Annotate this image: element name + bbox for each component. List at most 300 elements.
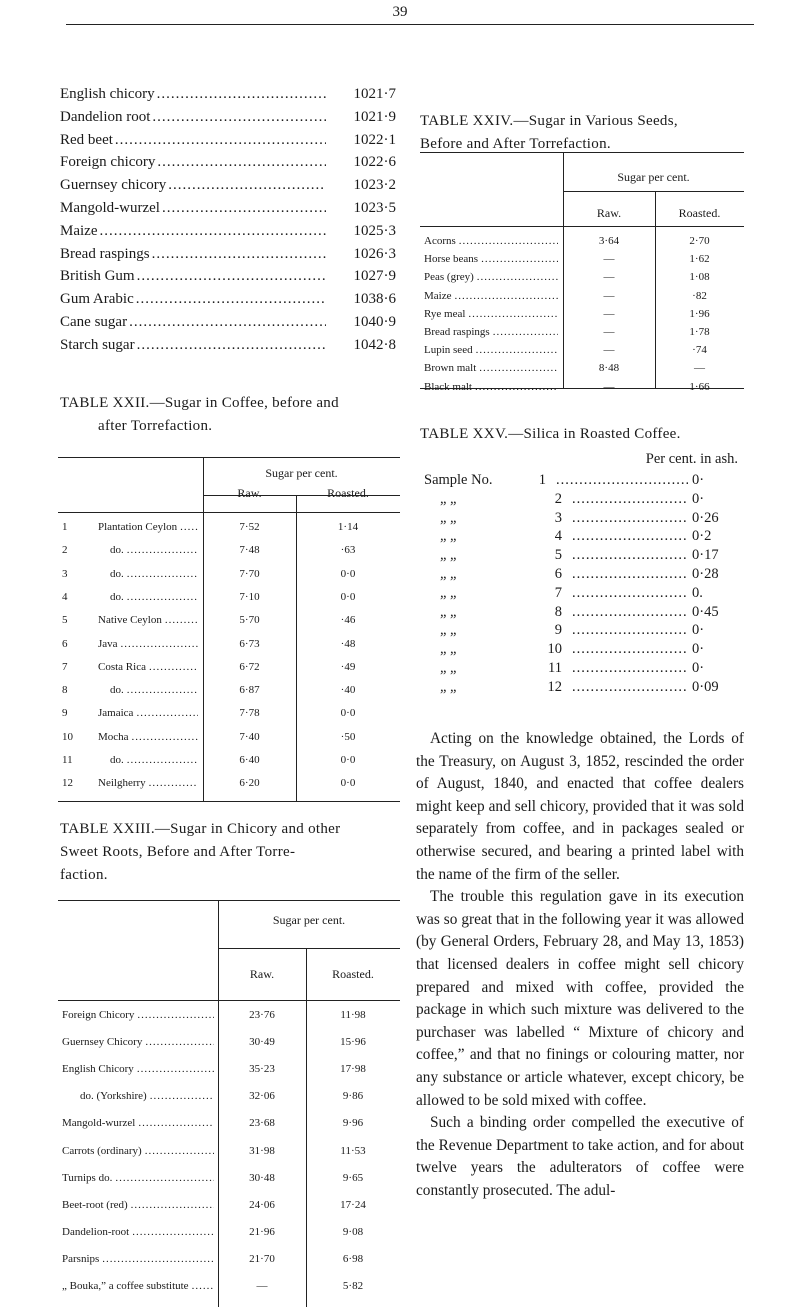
leader-dots bbox=[572, 566, 688, 583]
raw-value: 6·87 bbox=[239, 684, 260, 697]
gravity-row bbox=[60, 314, 396, 331]
leader-dots bbox=[477, 271, 558, 283]
raw-value: 7·70 bbox=[239, 567, 260, 580]
roasted-value: ·50 bbox=[340, 730, 356, 743]
leader-dots bbox=[572, 528, 688, 545]
sample-label: Mocha bbox=[98, 730, 129, 743]
roasted-value: 5·82 bbox=[342, 1280, 364, 1292]
leader-dots bbox=[572, 547, 688, 564]
gravity-value: 1038·6 bbox=[353, 291, 396, 308]
table22-header: Sugar per cent. bbox=[265, 466, 338, 480]
sample-label: Jamaica bbox=[98, 707, 134, 720]
silica-row bbox=[424, 510, 738, 527]
seed-label: Black malt bbox=[424, 380, 472, 393]
table22-col-roasted: Roasted. bbox=[327, 486, 369, 500]
gravity-name: British Gum bbox=[60, 268, 135, 285]
gravity-value: 1021·9 bbox=[353, 108, 396, 125]
leader-dots bbox=[572, 604, 688, 621]
row-number: 9 bbox=[62, 707, 68, 720]
roasted-value: 17·98 bbox=[340, 1063, 366, 1076]
row-number: 2 bbox=[62, 544, 68, 557]
body-text bbox=[416, 728, 744, 1202]
sample-label: do. bbox=[110, 544, 124, 557]
raw-value: 3·64 bbox=[598, 235, 620, 247]
silica-row bbox=[424, 528, 738, 545]
sample-label: do. bbox=[110, 684, 124, 697]
roasted-value: ·63 bbox=[340, 544, 356, 557]
raw-value: 23·76 bbox=[249, 1009, 275, 1021]
leader-dots bbox=[493, 326, 558, 338]
leader-dots bbox=[99, 223, 326, 240]
gravity-row bbox=[60, 109, 396, 126]
sample-name bbox=[98, 661, 198, 673]
roasted-value: ·82 bbox=[692, 289, 707, 302]
row-number: 8 bbox=[62, 684, 68, 697]
root-label: Carrots (ordinary) bbox=[62, 1144, 142, 1157]
sample-name bbox=[98, 544, 198, 556]
roasted-value: 6·98 bbox=[342, 1252, 364, 1265]
gravity-name: Red beet bbox=[60, 131, 113, 148]
leader-dots bbox=[115, 132, 326, 149]
silica-value: 0·26 bbox=[692, 509, 719, 526]
silica-value: 0·09 bbox=[692, 678, 719, 695]
seed-name bbox=[424, 344, 558, 356]
silica-value: 0· bbox=[692, 472, 705, 488]
roasted-value: 9·08 bbox=[342, 1225, 364, 1238]
roasted-value: ·46 bbox=[340, 614, 356, 627]
silica-row bbox=[424, 566, 738, 583]
leader-dots bbox=[149, 661, 198, 673]
roasted-value: ·74 bbox=[692, 344, 707, 357]
sample-name bbox=[98, 591, 198, 603]
gravity-name: Dandelion root bbox=[60, 108, 151, 125]
root-name bbox=[62, 1063, 214, 1075]
gravity-name: Gum Arabic bbox=[60, 291, 134, 308]
sample-label: do. bbox=[110, 567, 124, 580]
leader-dots bbox=[127, 568, 198, 580]
seed-label: Peas (grey) bbox=[424, 271, 474, 284]
gravity-name: English chicory bbox=[60, 86, 155, 102]
sample-label: Plantation Ceylon bbox=[98, 521, 178, 533]
table23-header: Sugar per cent. bbox=[272, 913, 346, 927]
leader-dots bbox=[137, 1009, 214, 1021]
silica-row bbox=[424, 660, 738, 677]
sample-number: 3 bbox=[554, 509, 562, 526]
sample-name bbox=[98, 521, 198, 533]
leader-dots bbox=[192, 1280, 214, 1292]
row-number: 1 bbox=[62, 521, 68, 533]
seed-label: Bread raspings bbox=[424, 326, 490, 338]
root-name bbox=[62, 1253, 214, 1265]
roasted-value: 15·96 bbox=[340, 1036, 366, 1049]
leader-dots bbox=[145, 1145, 214, 1157]
row-number: 11 bbox=[62, 754, 73, 766]
roasted-value: 1·78 bbox=[689, 326, 710, 338]
silica-value: 0·28 bbox=[692, 566, 719, 582]
row-number: 5 bbox=[62, 614, 68, 627]
leader-dots bbox=[481, 253, 558, 265]
gravity-value: 1027·9 bbox=[353, 268, 396, 285]
leader-dots bbox=[468, 308, 558, 320]
roasted-value: 1·96 bbox=[689, 307, 710, 320]
leader-dots bbox=[572, 622, 688, 639]
row-number: 12 bbox=[62, 777, 73, 790]
silica-value: 0·17 bbox=[692, 547, 719, 564]
sample-label: do. bbox=[110, 590, 124, 603]
leader-dots bbox=[165, 614, 198, 626]
gravity-name: Maize bbox=[60, 222, 98, 239]
seed-label: Rye meal bbox=[424, 307, 466, 320]
table22-title bbox=[60, 392, 400, 438]
root-label: Beet-root (red) bbox=[62, 1198, 128, 1211]
leader-dots bbox=[127, 544, 198, 556]
root-name bbox=[62, 1009, 214, 1021]
gravity-value: 1023·2 bbox=[353, 177, 396, 194]
leader-dots bbox=[127, 754, 198, 766]
leader-dots bbox=[121, 638, 198, 650]
root-label: English Chicory bbox=[62, 1063, 134, 1076]
leader-dots bbox=[152, 246, 326, 263]
roasted-value: 17·24 bbox=[340, 1198, 366, 1211]
silica-value: 0· bbox=[692, 622, 705, 639]
leader-dots bbox=[138, 1117, 214, 1129]
sample-number: 12 bbox=[547, 678, 562, 695]
gravity-row bbox=[60, 132, 396, 149]
sample-number: 7 bbox=[554, 584, 562, 601]
gravity-name: Guernsey chicory bbox=[60, 177, 167, 194]
gravity-name: Cane sugar bbox=[60, 314, 128, 330]
sample-number: 8 bbox=[554, 603, 562, 620]
table23-title-line3: faction. bbox=[60, 867, 108, 883]
leader-dots bbox=[149, 777, 198, 789]
sample-name bbox=[98, 638, 198, 650]
silica-value: 0· bbox=[692, 660, 705, 676]
table24-title-line1: TABLE XXIV.—Sugar in Various Seeds, bbox=[420, 113, 678, 129]
sample-label: Costa Rica bbox=[98, 660, 146, 673]
roasted-value: 0·0 bbox=[340, 567, 356, 580]
silica-value: 0. bbox=[692, 584, 703, 601]
table23-col-roasted: Roasted. bbox=[332, 967, 374, 981]
gravity-row bbox=[60, 223, 396, 240]
sample-name bbox=[98, 684, 198, 696]
roasted-value: 9·86 bbox=[342, 1090, 364, 1103]
row-number: 3 bbox=[62, 567, 68, 580]
raw-value: — bbox=[603, 253, 615, 266]
gravity-name: Mangold-wurzel bbox=[60, 200, 160, 216]
leader-dots bbox=[137, 268, 326, 285]
sample-name bbox=[98, 731, 198, 743]
gravity-value: 1042·8 bbox=[353, 336, 396, 353]
table24-header: Sugar per cent. bbox=[617, 170, 690, 184]
silica-value: 0· bbox=[692, 490, 705, 507]
sample-label: „ „ bbox=[440, 622, 457, 639]
leader-dots bbox=[572, 660, 688, 677]
sample-name bbox=[98, 754, 198, 766]
raw-value: 24·06 bbox=[249, 1198, 275, 1211]
root-label: Foreign Chicory bbox=[62, 1009, 135, 1021]
roasted-value: 1·08 bbox=[689, 271, 710, 284]
root-name bbox=[62, 1090, 214, 1102]
sample-label: do. bbox=[110, 754, 124, 766]
seed-label: Maize bbox=[424, 289, 452, 302]
silica-row bbox=[424, 641, 738, 658]
raw-value: 7·40 bbox=[239, 730, 260, 743]
root-name bbox=[62, 1199, 214, 1211]
sample-label: „ „ bbox=[440, 547, 457, 564]
leader-dots bbox=[168, 177, 326, 194]
seed-label: Acorns bbox=[424, 235, 456, 247]
root-label: „ Bouka,” a coffee substitute bbox=[62, 1280, 189, 1292]
sample-name bbox=[98, 707, 198, 719]
sample-label: Java bbox=[98, 637, 118, 650]
gravity-value: 1040·9 bbox=[353, 314, 396, 330]
roasted-value: 1·62 bbox=[689, 253, 710, 266]
table22-title-line2: after Torrefaction. bbox=[98, 418, 213, 434]
leader-dots bbox=[102, 1253, 214, 1265]
leader-dots bbox=[479, 362, 558, 374]
sample-number: 9 bbox=[554, 622, 562, 639]
raw-value: 8·48 bbox=[598, 362, 620, 375]
roasted-value: 9·65 bbox=[342, 1171, 364, 1184]
leader-dots bbox=[572, 679, 688, 696]
table22-title-line1: TABLE XXII.—Sugar in Coffee, before and bbox=[60, 395, 339, 411]
table24-title bbox=[420, 110, 760, 156]
leader-dots bbox=[572, 641, 688, 658]
raw-value: 32·06 bbox=[249, 1090, 275, 1103]
row-number: 6 bbox=[62, 637, 68, 650]
root-label: Mangold-wurzel bbox=[62, 1117, 136, 1130]
gravity-row bbox=[60, 154, 396, 171]
sample-label: „ „ bbox=[440, 528, 457, 545]
root-label: do. (Yorkshire) bbox=[80, 1090, 147, 1103]
silica-row bbox=[424, 585, 738, 602]
raw-value: — bbox=[603, 289, 615, 302]
raw-value: 30·48 bbox=[249, 1171, 275, 1184]
raw-value: 6·20 bbox=[239, 777, 260, 790]
roasted-value: ·49 bbox=[340, 660, 356, 673]
leader-dots bbox=[476, 344, 558, 356]
leader-dots bbox=[132, 731, 198, 743]
table25-header: Per cent. in ash. bbox=[645, 451, 738, 467]
seed-name bbox=[424, 271, 558, 283]
sample-number: 5 bbox=[554, 547, 562, 564]
roasted-value: ·40 bbox=[340, 684, 356, 697]
sample-label: „ „ bbox=[440, 641, 457, 658]
leader-dots bbox=[162, 200, 326, 217]
leader-dots bbox=[127, 591, 198, 603]
sample-label: „ „ bbox=[440, 509, 457, 526]
sample-number: 1 bbox=[538, 472, 546, 488]
silica-row bbox=[424, 622, 738, 639]
raw-value: — bbox=[256, 1280, 268, 1292]
table24-title-line2: Before and After Torrefaction. bbox=[420, 136, 611, 152]
raw-value: 7·10 bbox=[239, 590, 260, 603]
gravity-value: 1026·3 bbox=[353, 245, 396, 262]
row-number: 10 bbox=[62, 730, 73, 743]
table24-col-raw: Raw. bbox=[596, 206, 622, 220]
silica-value: 0· bbox=[692, 641, 705, 658]
paragraph-3: Such a binding order compelled the executive of the Revenue Department to take action, and for about twelve years the adulterators of coffee were constantly prosecuted. The adul- bbox=[416, 1114, 744, 1199]
gravity-row bbox=[60, 200, 396, 217]
gravity-value: 1022·1 bbox=[353, 131, 396, 148]
gravity-value: 1025·3 bbox=[353, 222, 396, 239]
seed-name bbox=[424, 290, 558, 302]
silica-row bbox=[424, 491, 738, 508]
leader-dots bbox=[150, 1090, 214, 1102]
sample-name bbox=[98, 777, 198, 789]
raw-value: 6·40 bbox=[239, 754, 260, 766]
roasted-value: — bbox=[694, 362, 705, 375]
sample-number: 10 bbox=[547, 641, 562, 658]
roasted-value: 1·14 bbox=[337, 521, 359, 533]
sample-label: „ „ bbox=[440, 584, 457, 601]
sample-label: „ „ bbox=[440, 660, 457, 676]
sample-label: Native Ceylon bbox=[98, 614, 162, 627]
silica-value: 0·45 bbox=[692, 603, 719, 620]
roasted-value: ·48 bbox=[340, 637, 356, 650]
table24-col-roasted: Roasted. bbox=[678, 206, 721, 220]
sample-number: 11 bbox=[548, 660, 562, 676]
raw-value: 30·49 bbox=[249, 1036, 275, 1049]
raw-value: 5·70 bbox=[239, 614, 260, 627]
paragraph-2: The trouble this regulation gave in its execution was so great that in the following year it was allowed (by General Orders, February 28, and May 13, 1853) that licensed dealers in coffee might sell chicory prepared and mixed with coffee, provided the package in which such mixture was delivered to the purchaser was labelled “ Mixture of chicory and coffee,” and that no finings or colouring matter, nor any substance or article whatever, except chicory, be allowed to be sold mixed with coffee. bbox=[416, 888, 744, 1109]
raw-value: — bbox=[603, 271, 615, 284]
leader-dots bbox=[131, 1199, 214, 1211]
row-number: 7 bbox=[62, 660, 68, 673]
roasted-value: 0·0 bbox=[340, 754, 356, 766]
root-label: Guernsey Chicory bbox=[62, 1036, 143, 1049]
seed-name bbox=[424, 253, 558, 265]
silica-row bbox=[424, 472, 738, 489]
sample-label: „ „ bbox=[440, 678, 457, 695]
gravity-value: 1021·7 bbox=[353, 86, 396, 102]
leader-dots bbox=[136, 707, 198, 719]
raw-value: 35·23 bbox=[249, 1063, 275, 1076]
sample-label: Neilgherry bbox=[98, 777, 146, 790]
root-name bbox=[62, 1172, 214, 1184]
sample-label: „ „ bbox=[440, 603, 457, 620]
raw-value: 21·96 bbox=[249, 1225, 275, 1238]
roasted-value: 1·66 bbox=[689, 380, 710, 393]
leader-dots bbox=[137, 1063, 214, 1075]
raw-value: — bbox=[603, 344, 615, 357]
leader-dots bbox=[475, 381, 558, 393]
table23-title-line1: TABLE XXIII.—Sugar in Chicory and other bbox=[60, 821, 341, 837]
table25-title: TABLE XXV.—Silica in Roasted Coffee. bbox=[420, 426, 681, 442]
gravity-row bbox=[60, 86, 396, 103]
raw-value: 7·52 bbox=[239, 521, 260, 533]
raw-value: 23·68 bbox=[249, 1117, 275, 1130]
sample-label: Sample No. bbox=[424, 472, 493, 488]
seed-name bbox=[424, 381, 558, 393]
raw-value: — bbox=[603, 380, 615, 393]
seed-name bbox=[424, 326, 558, 338]
leader-dots bbox=[127, 684, 198, 696]
root-label: Turnips do. bbox=[62, 1171, 113, 1184]
gravity-row bbox=[60, 337, 396, 354]
root-name bbox=[62, 1226, 214, 1238]
raw-value: — bbox=[603, 307, 615, 320]
gravity-row bbox=[60, 268, 396, 285]
raw-value: 6·73 bbox=[239, 637, 260, 650]
raw-value: — bbox=[603, 326, 615, 338]
gravity-row bbox=[60, 177, 396, 194]
roasted-value: 2·70 bbox=[689, 235, 710, 247]
gravity-name: Bread raspings bbox=[60, 245, 150, 262]
roasted-value: 0·0 bbox=[340, 590, 356, 603]
leader-dots bbox=[572, 510, 688, 527]
paragraph-1: Acting on the knowledge obtained, the Lords of the Treasury, on August 3, 1852, rescinded the order of August, 1840, and enacted that coffee dealers might keep and sell chicory, provided that it was sold separately from coffee, and in packages sealed or otherwise secured, and bearing a printed label with the name of the firm of the seller. bbox=[416, 730, 744, 883]
leader-dots bbox=[129, 314, 326, 331]
raw-value: 21·70 bbox=[249, 1252, 275, 1265]
row-number: 4 bbox=[62, 590, 68, 603]
raw-value: 31·98 bbox=[249, 1144, 275, 1157]
sample-name bbox=[98, 568, 198, 580]
gravity-row bbox=[60, 246, 396, 263]
raw-value: 6·72 bbox=[239, 660, 260, 673]
roasted-value: 0·0 bbox=[340, 777, 356, 790]
root-name bbox=[62, 1036, 214, 1048]
leader-dots bbox=[157, 86, 326, 103]
root-label: Dandelion-root bbox=[62, 1225, 130, 1238]
leader-dots bbox=[459, 235, 558, 247]
sample-number: 2 bbox=[554, 490, 562, 507]
sample-number: 4 bbox=[554, 528, 562, 545]
silica-row bbox=[424, 679, 738, 696]
header-rule bbox=[66, 24, 754, 25]
root-name bbox=[62, 1145, 214, 1157]
table23-title bbox=[60, 818, 400, 887]
sample-name bbox=[98, 614, 198, 626]
root-name bbox=[62, 1280, 214, 1292]
silica-row bbox=[424, 547, 738, 564]
gravity-row bbox=[60, 291, 396, 308]
leader-dots bbox=[137, 337, 326, 354]
leader-dots bbox=[454, 290, 558, 302]
table23-title-line2: Sweet Roots, Before and After Torre- bbox=[60, 844, 296, 860]
table23-col-raw: Raw. bbox=[249, 967, 275, 981]
leader-dots bbox=[556, 472, 688, 489]
gravity-name: Foreign chicory bbox=[60, 154, 156, 171]
sample-number: 6 bbox=[554, 566, 562, 582]
roasted-value: 11·53 bbox=[340, 1144, 366, 1157]
leader-dots bbox=[145, 1036, 214, 1048]
roasted-value: 0·0 bbox=[340, 707, 356, 720]
root-name bbox=[62, 1117, 214, 1129]
gravity-value: 1022·6 bbox=[353, 154, 396, 171]
seed-label: Lupin seed bbox=[424, 344, 473, 357]
silica-row bbox=[424, 604, 738, 621]
leader-dots bbox=[115, 1172, 214, 1184]
raw-value: 7·78 bbox=[239, 707, 260, 720]
seed-name bbox=[424, 362, 558, 374]
seed-label: Brown malt bbox=[424, 362, 477, 375]
gravity-name: Starch sugar bbox=[60, 336, 135, 353]
gravity-value: 1023·5 bbox=[353, 200, 396, 216]
seed-label: Horse beans bbox=[424, 253, 479, 266]
page-number: 39 bbox=[392, 4, 408, 20]
raw-value: 7·48 bbox=[239, 544, 260, 557]
seed-name bbox=[424, 308, 558, 320]
leader-dots bbox=[136, 291, 326, 308]
leader-dots bbox=[572, 585, 688, 602]
leader-dots bbox=[132, 1226, 214, 1238]
leader-dots bbox=[572, 491, 688, 508]
roasted-value: 11·98 bbox=[340, 1009, 366, 1021]
seed-name bbox=[424, 235, 558, 247]
leader-dots bbox=[157, 154, 326, 171]
table22-col-raw: Raw. bbox=[237, 486, 262, 500]
